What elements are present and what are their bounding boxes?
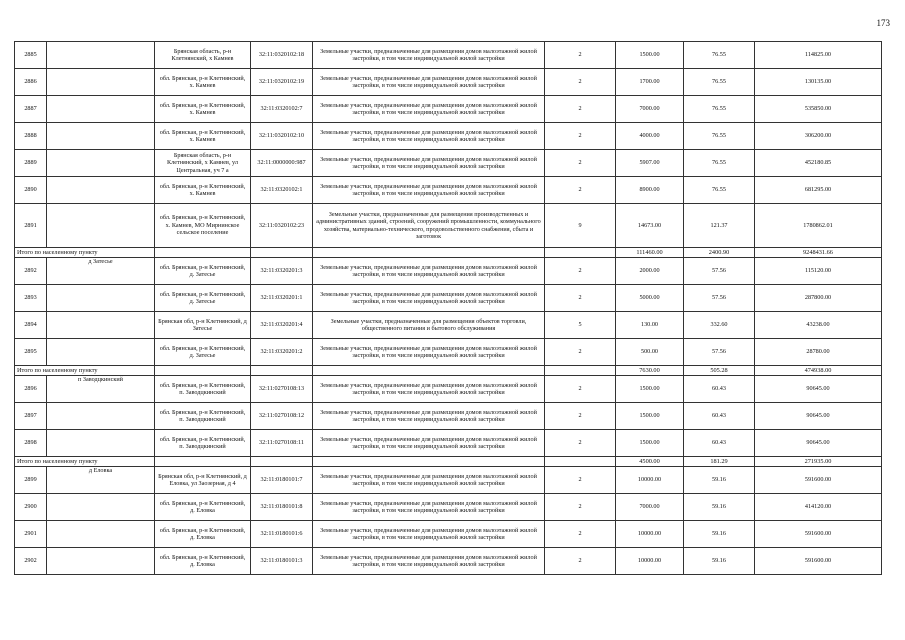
- table-row: [15, 430, 882, 457]
- specific-value-cell: 60.43: [684, 430, 755, 457]
- group-number-cell: 2: [545, 339, 616, 366]
- locality-cell: [47, 42, 155, 69]
- area-cell: 14673.00: [616, 204, 684, 248]
- subtotal-cadastral-value: 9248431.66: [755, 248, 882, 258]
- empty-cell: [251, 366, 313, 376]
- cadastral-value-cell: 591600.00: [755, 521, 882, 548]
- area-cell: 10000.00: [616, 521, 684, 548]
- address-cell: Брянская область, р-н Клетнянский, х Камнев: [155, 42, 251, 69]
- group-number-cell: 2: [545, 177, 616, 204]
- cadastral-number-cell: 32:11:0320102:10: [251, 123, 313, 150]
- subtotal-label: Итого по населенному пункту: [15, 366, 155, 376]
- cadastral-value-cell: 90645.00: [755, 430, 882, 457]
- empty-cell: [545, 366, 616, 376]
- locality-cell: [47, 403, 155, 430]
- area-cell: 500.00: [616, 339, 684, 366]
- locality-cell: п Заводцкинский: [47, 376, 155, 403]
- area-cell: 130.00: [616, 312, 684, 339]
- locality-cell: [47, 69, 155, 96]
- area-cell: 1500.00: [616, 430, 684, 457]
- group-number-cell: 2: [545, 521, 616, 548]
- row-number: 2893: [15, 285, 47, 312]
- cadastral-number-cell: 32:11:0270108:11: [251, 430, 313, 457]
- land-purpose-cell: Земельные участки, предназначенные для размещения домов малоэтажной жилой застройки, в том числе индивидуальной жилой застройки: [313, 467, 545, 494]
- address-cell: Брянская обл, р-н Клетнянский, д Еловка, ул Заозерная, д 4: [155, 467, 251, 494]
- table-row: [15, 339, 882, 366]
- cadastral-number-cell: 32:11:0180101:8: [251, 494, 313, 521]
- area-cell: 2000.00: [616, 258, 684, 285]
- area-cell: 7000.00: [616, 494, 684, 521]
- specific-value-cell: 57.56: [684, 258, 755, 285]
- table-row: [15, 494, 882, 521]
- land-purpose-cell: Земельные участки, предназначенные для размещения домов малоэтажной жилой застройки, в том числе индивидуальной жилой застройки: [313, 376, 545, 403]
- cadastral-number-cell: 32:11:0180101:3: [251, 548, 313, 575]
- specific-value-cell: 57.56: [684, 339, 755, 366]
- area-cell: 4000.00: [616, 123, 684, 150]
- subtotal-area: 7630.00: [616, 366, 684, 376]
- specific-value-cell: 59.16: [684, 521, 755, 548]
- cadastral-value-cell: 115120.00: [755, 258, 882, 285]
- table-row: [15, 69, 882, 96]
- table-row: [15, 258, 882, 285]
- group-number-cell: 5: [545, 312, 616, 339]
- subtotal-area: 111460.00: [616, 248, 684, 258]
- land-purpose-cell: Земельные участки, предназначенные для размещения домов малоэтажной жилой застройки, в том числе индивидуальной жилой застройки: [313, 285, 545, 312]
- land-purpose-cell: Земельные участки, предназначенные для размещения домов малоэтажной жилой застройки, в том числе индивидуальной жилой застройки: [313, 69, 545, 96]
- group-number-cell: 2: [545, 548, 616, 575]
- subtotal-specific-value: 2400.90: [684, 248, 755, 258]
- row-number: 2894: [15, 312, 47, 339]
- address-cell: обл. Брянская, р-н Клетнянский, х. Камнев: [155, 96, 251, 123]
- row-number: 2895: [15, 339, 47, 366]
- cadastral-number-cell: 32:11:0320201:4: [251, 312, 313, 339]
- specific-value-cell: 59.16: [684, 467, 755, 494]
- table-row: [15, 177, 882, 204]
- cadastral-value-cell: 535850.00: [755, 96, 882, 123]
- page-number: 173: [876, 18, 890, 28]
- table-row: [15, 204, 882, 248]
- address-cell: обл. Брянская, р-н Клетнянский, д. Еловка: [155, 494, 251, 521]
- empty-cell: [155, 457, 251, 467]
- specific-value-cell: 76.55: [684, 96, 755, 123]
- address-cell: обл. Брянская, р-н Клетнянский, х. Камнев: [155, 69, 251, 96]
- table-row: [15, 312, 882, 339]
- empty-cell: [313, 366, 545, 376]
- cadastral-value-cell: 591600.00: [755, 548, 882, 575]
- empty-cell: [545, 457, 616, 467]
- address-cell: обл. Брянская, р-н Клетнянский, д. Затесье: [155, 258, 251, 285]
- group-number-cell: 2: [545, 123, 616, 150]
- row-number: 2885: [15, 42, 47, 69]
- locality-cell: [47, 548, 155, 575]
- cadastral-value-cell: 591600.00: [755, 467, 882, 494]
- cadastral-value-cell: 414120.00: [755, 494, 882, 521]
- cadastral-number-cell: 32:11:0320102:19: [251, 69, 313, 96]
- group-number-cell: 2: [545, 376, 616, 403]
- locality-cell: [47, 312, 155, 339]
- empty-cell: [251, 457, 313, 467]
- empty-cell: [155, 248, 251, 258]
- address-cell: Брянская область, р-н Клетнянский, х Камнев, ул Центральная, уч 7 а: [155, 150, 251, 177]
- cadastral-value-cell: 681295.00: [755, 177, 882, 204]
- land-purpose-cell: Земельные участки, предназначенные для размещения домов малоэтажной жилой застройки, в том числе индивидуальной жилой застройки: [313, 258, 545, 285]
- locality-cell: [47, 494, 155, 521]
- cadastral-value-cell: 43238.00: [755, 312, 882, 339]
- address-cell: обл. Брянская, р-н Клетнянский, д. Еловка: [155, 548, 251, 575]
- locality-cell: [47, 285, 155, 312]
- cadastral-number-cell: 32:11:0180101:7: [251, 467, 313, 494]
- subtotal-row: [15, 457, 882, 467]
- row-number: 2902: [15, 548, 47, 575]
- specific-value-cell: 76.55: [684, 177, 755, 204]
- table-row: [15, 123, 882, 150]
- cadastral-value-cell: 114825.00: [755, 42, 882, 69]
- cadastral-number-cell: 32:11:0000000:987: [251, 150, 313, 177]
- row-number: 2890: [15, 177, 47, 204]
- empty-cell: [155, 366, 251, 376]
- empty-cell: [313, 248, 545, 258]
- cadastral-number-cell: 32:11:0320201:3: [251, 258, 313, 285]
- specific-value-cell: 57.56: [684, 285, 755, 312]
- subtotal-label: Итого по населенному пункту: [15, 248, 155, 258]
- area-cell: 10000.00: [616, 548, 684, 575]
- specific-value-cell: 76.55: [684, 150, 755, 177]
- cadastral-number-cell: 32:11:0320102:1: [251, 177, 313, 204]
- cadastral-number-cell: 32:11:0320102:18: [251, 42, 313, 69]
- specific-value-cell: 60.43: [684, 376, 755, 403]
- land-purpose-cell: Земельные участки, предназначенные для размещения домов малоэтажной жилой застройки, в том числе индивидуальной жилой застройки: [313, 521, 545, 548]
- area-cell: 1500.00: [616, 42, 684, 69]
- locality-cell: [47, 430, 155, 457]
- locality-cell: д Затесье: [47, 258, 155, 285]
- land-purpose-cell: Земельные участки, предназначенные для размещения домов малоэтажной жилой застройки, в том числе индивидуальной жилой застройки: [313, 548, 545, 575]
- specific-value-cell: 76.55: [684, 123, 755, 150]
- row-number: 2892: [15, 258, 47, 285]
- specific-value-cell: 76.55: [684, 69, 755, 96]
- row-number: 2886: [15, 69, 47, 96]
- land-purpose-cell: Земельные участки, предназначенные для размещения домов малоэтажной жилой застройки, в том числе индивидуальной жилой застройки: [313, 96, 545, 123]
- group-number-cell: 2: [545, 430, 616, 457]
- address-cell: обл. Брянская, р-н Клетнянский, п. Заводцкинский: [155, 403, 251, 430]
- locality-cell: [47, 339, 155, 366]
- cadastral-number-cell: 32:11:0320201:2: [251, 339, 313, 366]
- subtotal-cadastral-value: 474938.00: [755, 366, 882, 376]
- cadastral-value-cell: 306200.00: [755, 123, 882, 150]
- land-purpose-cell: Земельные участки, предназначенные для размещения домов малоэтажной жилой застройки, в том числе индивидуальной жилой застройки: [313, 494, 545, 521]
- cadastral-value-cell: 90645.00: [755, 403, 882, 430]
- land-purpose-cell: Земельные участки, предназначенные для размещения домов малоэтажной жилой застройки, в том числе индивидуальной жилой застройки: [313, 339, 545, 366]
- row-number: 2896: [15, 376, 47, 403]
- land-purpose-cell: Земельные участки, предназначенные для размещения домов малоэтажной жилой застройки, в том числе индивидуальной жилой застройки: [313, 177, 545, 204]
- specific-value-cell: 60.43: [684, 403, 755, 430]
- cadastral-number-cell: 32:11:0270108:13: [251, 376, 313, 403]
- group-number-cell: 2: [545, 494, 616, 521]
- address-cell: обл. Брянская, р-н Клетнянский, х. Камнев: [155, 123, 251, 150]
- group-number-cell: 9: [545, 204, 616, 248]
- row-number: 2889: [15, 150, 47, 177]
- group-number-cell: 2: [545, 96, 616, 123]
- cadastral-value-cell: 90645.00: [755, 376, 882, 403]
- area-cell: 1700.00: [616, 69, 684, 96]
- table-row: [15, 548, 882, 575]
- area-cell: 10000.00: [616, 467, 684, 494]
- specific-value-cell: 332.60: [684, 312, 755, 339]
- land-purpose-cell: Земельные участки, предназначенные для размещения домов малоэтажной жилой застройки, в том числе индивидуальной жилой застройки: [313, 403, 545, 430]
- specific-value-cell: 59.16: [684, 494, 755, 521]
- locality-cell: [47, 177, 155, 204]
- land-purpose-cell: Земельные участки, предназначенные для размещения домов малоэтажной жилой застройки, в том числе индивидуальной жилой застройки: [313, 123, 545, 150]
- table-row: [15, 521, 882, 548]
- area-cell: 1500.00: [616, 376, 684, 403]
- address-cell: Брянская обл, р-н Клетнянский, д Затесье: [155, 312, 251, 339]
- empty-cell: [545, 248, 616, 258]
- locality-cell: д Еловка: [47, 467, 155, 494]
- area-cell: 8900.00: [616, 177, 684, 204]
- table-row: [15, 467, 882, 494]
- cadastral-value-cell: 1780862.01: [755, 204, 882, 248]
- row-number: 2887: [15, 96, 47, 123]
- table-row: [15, 150, 882, 177]
- specific-value-cell: 121.37: [684, 204, 755, 248]
- row-number: 2898: [15, 430, 47, 457]
- address-cell: обл. Брянская, р-н Клетнянский, д. Затесье: [155, 285, 251, 312]
- subtotal-row: [15, 366, 882, 376]
- row-number: 2900: [15, 494, 47, 521]
- subtotal-label: Итого по населенному пункту: [15, 457, 155, 467]
- cadastral-number-cell: 32:11:0320102:23: [251, 204, 313, 248]
- group-number-cell: 2: [545, 467, 616, 494]
- table-row: [15, 285, 882, 312]
- specific-value-cell: 76.55: [684, 42, 755, 69]
- cadastral-number-cell: 32:11:0180101:6: [251, 521, 313, 548]
- group-number-cell: 2: [545, 69, 616, 96]
- empty-cell: [313, 457, 545, 467]
- row-number: 2891: [15, 204, 47, 248]
- land-purpose-cell: Земельные участки, предназначенные для размещения производственных и административных зданий, строений, сооружений промышленности, коммунального хозяйства, материально-технического, продовольственного снабжения, сбыта и заготовок: [313, 204, 545, 248]
- group-number-cell: 2: [545, 285, 616, 312]
- locality-cell: [47, 204, 155, 248]
- area-cell: 7000.00: [616, 96, 684, 123]
- subtotal-cadastral-value: 271935.00: [755, 457, 882, 467]
- empty-cell: [251, 248, 313, 258]
- specific-value-cell: 59.16: [684, 548, 755, 575]
- locality-cell: [47, 150, 155, 177]
- land-purpose-cell: Земельные участки, предназначенные для размещения домов малоэтажной жилой застройки, в том числе индивидуальной жилой застройки: [313, 430, 545, 457]
- cadastral-number-cell: 32:11:0320102:7: [251, 96, 313, 123]
- table-row: [15, 403, 882, 430]
- group-number-cell: 2: [545, 403, 616, 430]
- address-cell: обл. Брянская, р-н Клетнянский, х. Камнев: [155, 177, 251, 204]
- table-row: [15, 42, 882, 69]
- address-cell: обл. Брянская, р-н Клетнянский, п. Заводцкинский: [155, 376, 251, 403]
- land-purpose-cell: Земельные участки, предназначенные для размещения домов малоэтажной жилой застройки, в том числе индивидуальной жилой застройки: [313, 150, 545, 177]
- area-cell: 5907.00: [616, 150, 684, 177]
- address-cell: обл. Брянская, р-н Клетнянский, д. Еловка: [155, 521, 251, 548]
- address-cell: обл. Брянская, р-н Клетнянский, п. Заводцкинский: [155, 430, 251, 457]
- locality-cell: [47, 123, 155, 150]
- cadastral-number-cell: 32:11:0320201:1: [251, 285, 313, 312]
- group-number-cell: 2: [545, 258, 616, 285]
- group-number-cell: 2: [545, 150, 616, 177]
- area-cell: 1500.00: [616, 403, 684, 430]
- subtotal-specific-value: 181.29: [684, 457, 755, 467]
- land-purpose-cell: Земельные участки, предназначенные для размещения домов малоэтажной жилой застройки, в том числе индивидуальной жилой застройки: [313, 42, 545, 69]
- row-number: 2888: [15, 123, 47, 150]
- address-cell: обл. Брянская, р-н Клетнянский, д. Затесье: [155, 339, 251, 366]
- group-number-cell: 2: [545, 42, 616, 69]
- row-number: 2901: [15, 521, 47, 548]
- land-purpose-cell: Земельные участки, предназначенные для размещения объектов торговли, общественного питания и бытового обслуживания: [313, 312, 545, 339]
- cadastral-value-table: [14, 41, 882, 575]
- row-number: 2897: [15, 403, 47, 430]
- locality-cell: [47, 521, 155, 548]
- cadastral-value-cell: 287800.00: [755, 285, 882, 312]
- cadastral-value-cell: 452180.85: [755, 150, 882, 177]
- cadastral-value-cell: 130135.00: [755, 69, 882, 96]
- address-cell: обл. Брянская, р-н Клетнянский, х. Камнев, МО Мирнинское сельское поселение: [155, 204, 251, 248]
- subtotal-area: 4500.00: [616, 457, 684, 467]
- subtotal-row: [15, 248, 882, 258]
- cadastral-number-cell: 32:11:0270108:12: [251, 403, 313, 430]
- area-cell: 5000.00: [616, 285, 684, 312]
- subtotal-specific-value: 505.28: [684, 366, 755, 376]
- table-row: [15, 376, 882, 403]
- table-row: [15, 96, 882, 123]
- row-number: 2899: [15, 467, 47, 494]
- cadastral-value-cell: 28780.00: [755, 339, 882, 366]
- locality-cell: [47, 96, 155, 123]
